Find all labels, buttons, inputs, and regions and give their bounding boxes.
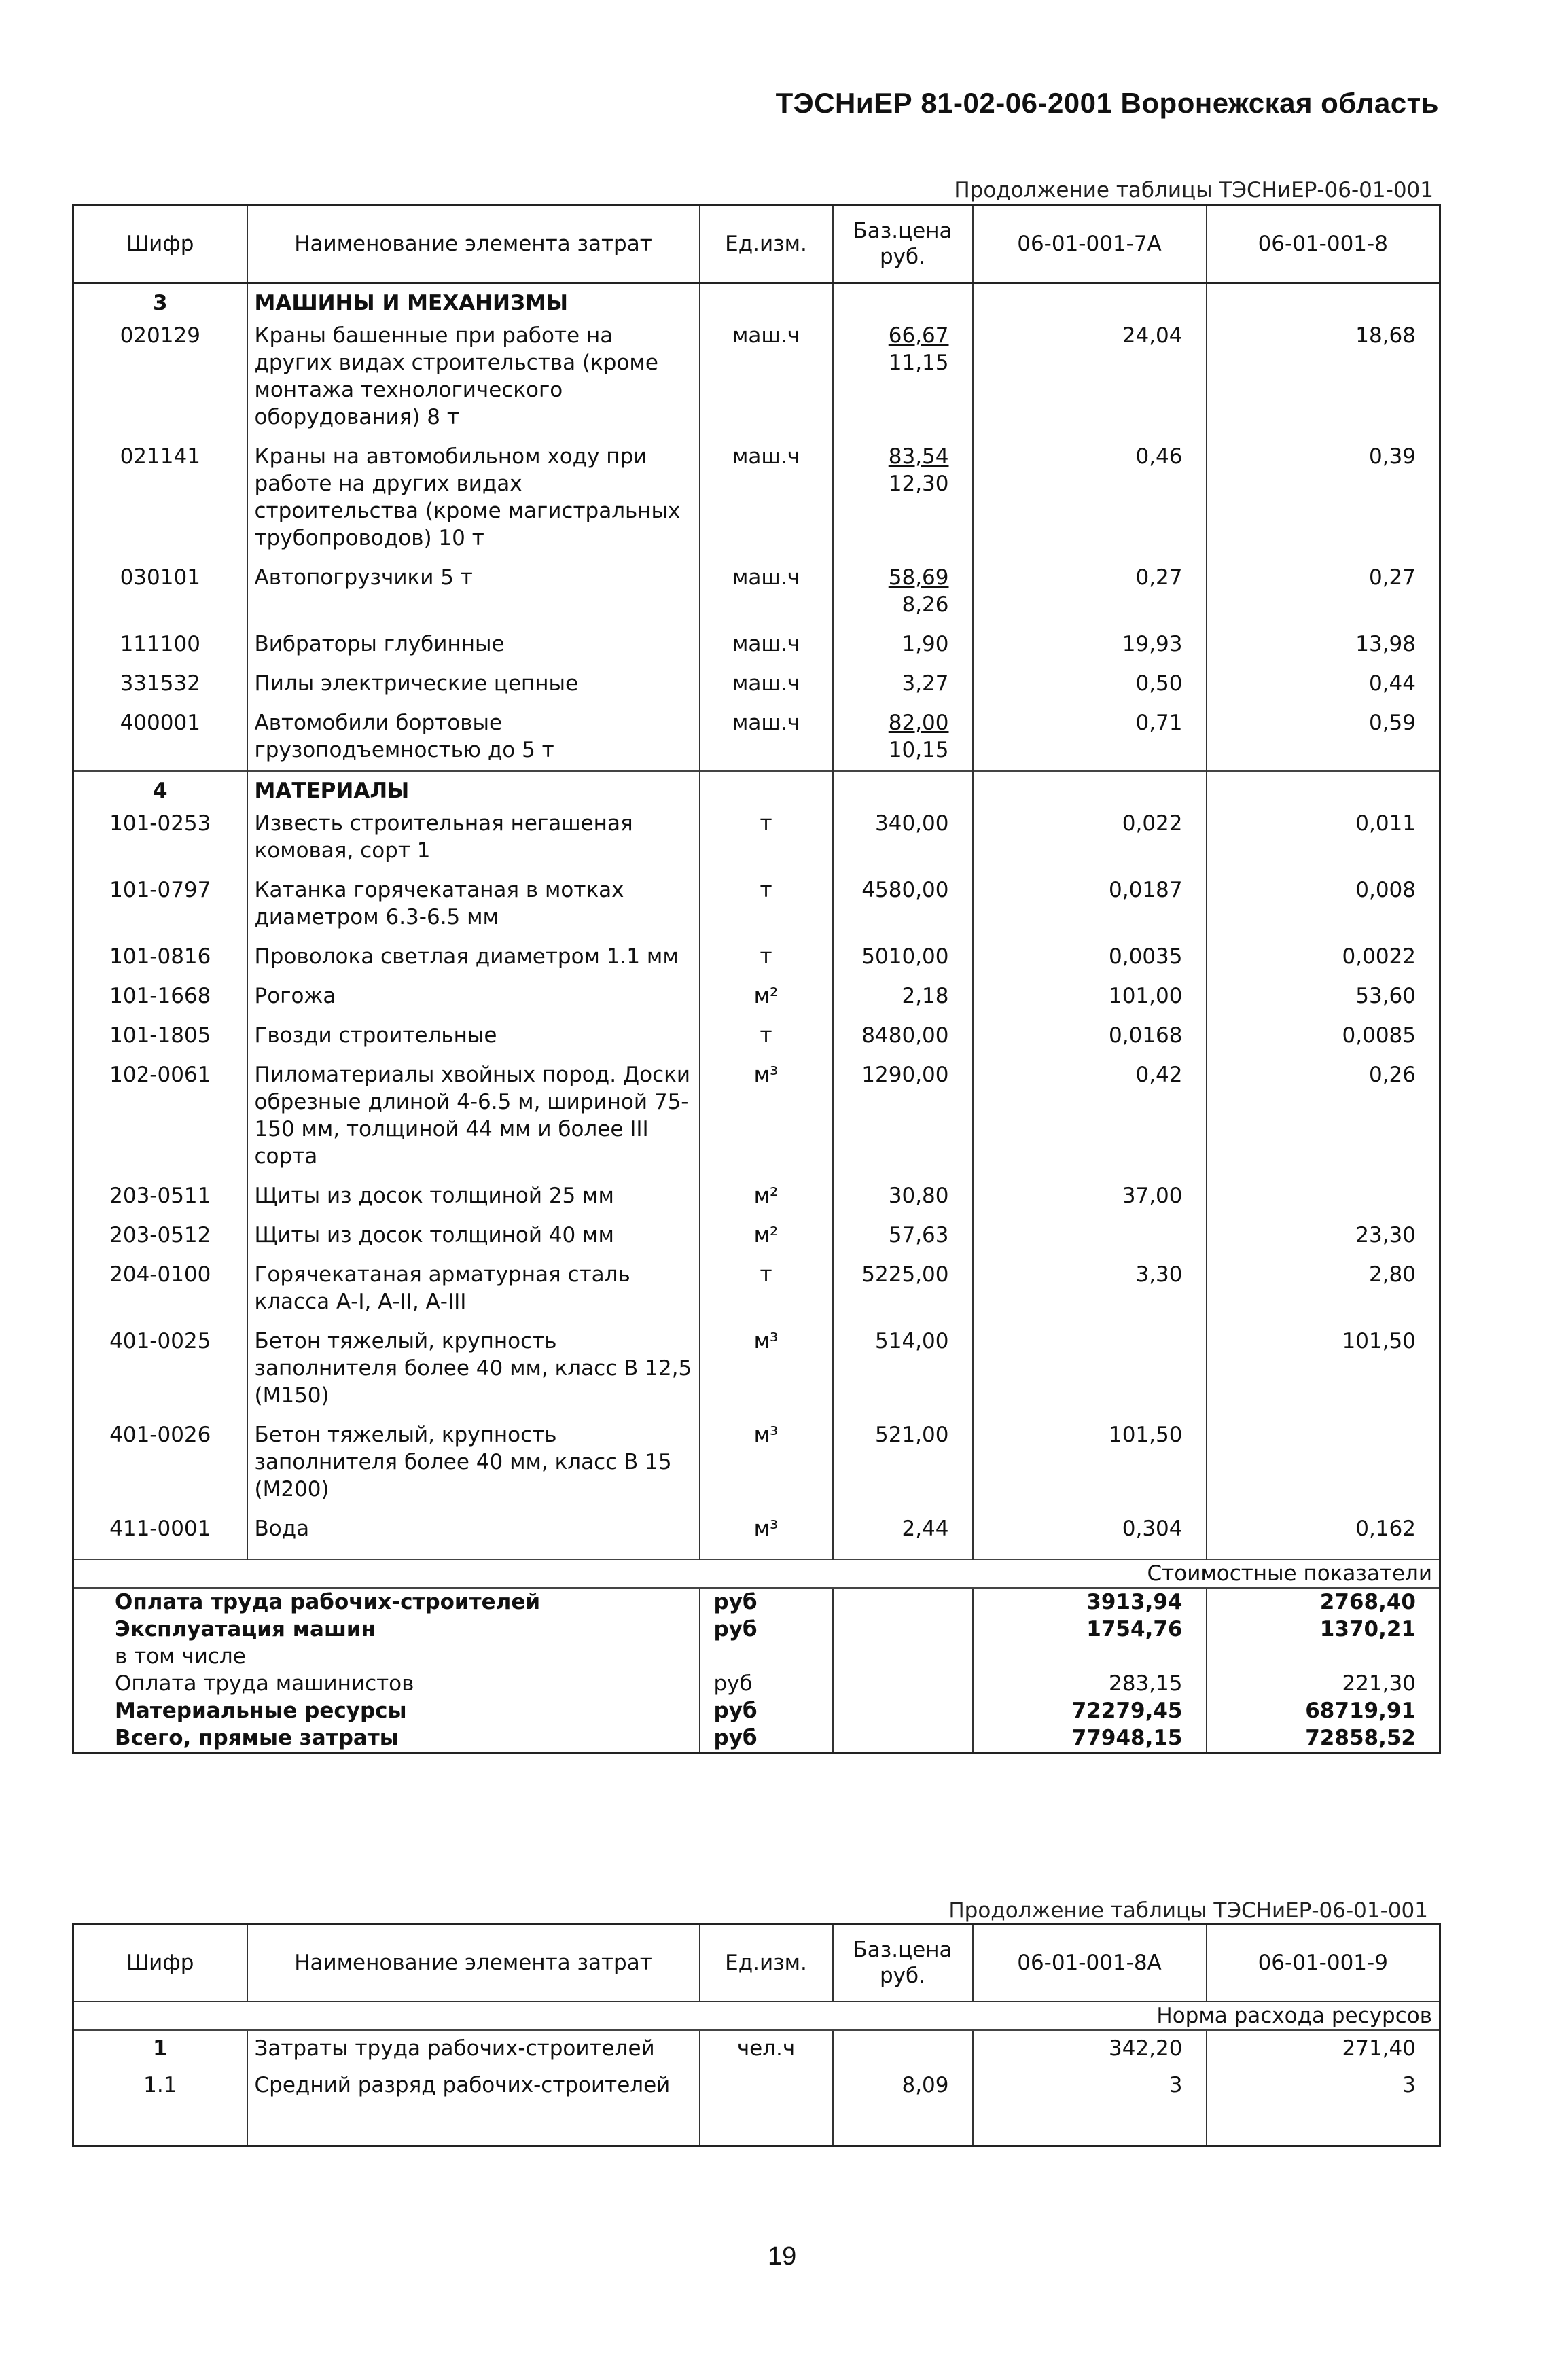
norm-value-1: 0,0168	[973, 1016, 1207, 1056]
norm-value-1: 0,42	[973, 1056, 1207, 1177]
resource-code: 101-0816	[109, 944, 211, 969]
table-row	[73, 704, 1440, 771]
resource-name: Пилы электрические цепные	[247, 664, 700, 704]
base-price-value: 4580,00	[861, 878, 949, 902]
base-price	[833, 558, 973, 625]
norm-value-2: 0,59	[1207, 704, 1440, 771]
resource-name: Краны башенные при работе на других видах строительства (кроме монтажа технологического оборудования) 8 т	[247, 317, 700, 438]
cost-value-2: 68719,91	[1207, 1697, 1440, 1724]
table-row	[73, 2068, 1440, 2104]
section-number: 3	[152, 291, 168, 315]
base-price	[833, 1016, 973, 1056]
empty-cell	[833, 771, 973, 804]
base-price	[833, 1056, 973, 1177]
norm-value-1: 0,27	[973, 558, 1207, 625]
base-price	[833, 438, 973, 558]
norm-value-1	[973, 1216, 1207, 1256]
base-price	[833, 664, 973, 704]
resource-unit: т	[700, 871, 833, 938]
cost-name: Оплата труда машинистов	[115, 1671, 414, 1696]
cost-name: Оплата труда рабочих-строителей	[115, 1590, 541, 1614]
norm-value-1: 101,00	[973, 977, 1207, 1016]
empty-cell	[700, 771, 833, 804]
page-number: 19	[768, 2242, 797, 2271]
empty-cell	[247, 2104, 700, 2146]
table-row	[73, 317, 1440, 438]
base-price-value: 5225,00	[861, 1262, 949, 1287]
norm-value-1: 19,93	[973, 625, 1207, 664]
operator-wage-value: 10,15	[888, 738, 949, 762]
cost-name: Эксплуатация машин	[115, 1617, 376, 1641]
table1-body	[73, 283, 1440, 1560]
base-price-value: 83,54	[888, 444, 949, 469]
base-price: 8,09	[833, 2068, 973, 2104]
table-row	[73, 871, 1440, 938]
table2-header-row	[73, 1924, 1440, 2002]
resource-name: Краны на автомобильном ходу при работе на других видах строительства (кроме магистральных трубопроводов) 10 т	[247, 438, 700, 558]
section-number: 4	[73, 771, 247, 804]
section-title: МАТЕРИАЛЫ	[247, 771, 700, 804]
table2-body	[73, 2002, 1440, 2146]
resource-unit	[700, 2068, 833, 2104]
col-header-code-7a: 06-01-001-7А	[973, 205, 1207, 283]
base-price	[833, 317, 973, 438]
resource-name: Гвозди строительные	[247, 1016, 700, 1056]
norm-value-1: 24,04	[973, 317, 1207, 438]
table-row	[73, 938, 1440, 977]
resource-code: 203-0511	[109, 1184, 211, 1208]
cost-row	[73, 1643, 1440, 1670]
table-row	[73, 2030, 1440, 2068]
empty-cell	[973, 283, 1207, 317]
norm-value-1: 342,20	[973, 2030, 1207, 2068]
cost-name: Материальные ресурсы	[115, 1699, 407, 1723]
section-title: МАШИНЫ И МЕХАНИЗМЫ	[247, 283, 700, 317]
base-price	[833, 625, 973, 664]
empty-cell	[833, 1588, 973, 1616]
operator-wage-value: 11,15	[888, 351, 949, 375]
norm-value-1: 0,50	[973, 664, 1207, 704]
resource-code: 021141	[120, 444, 200, 469]
table-row	[73, 1216, 1440, 1256]
base-price	[833, 977, 973, 1016]
col-header-price: Баз.цена руб.	[833, 205, 973, 283]
base-price-value: 3,27	[902, 671, 949, 696]
cost-value-2	[1207, 1643, 1440, 1670]
norm-value-2: 101,50	[1207, 1322, 1440, 1416]
resource-unit: маш.ч	[700, 438, 833, 558]
table-row	[73, 664, 1440, 704]
col-header-code: Шифр	[73, 205, 247, 283]
empty-cell	[700, 2104, 833, 2146]
empty-cell	[833, 1697, 973, 1724]
col-header-name: Наименование элемента затрат	[247, 205, 700, 283]
norm-value-1: 3	[973, 2068, 1207, 2104]
resource-unit: чел.ч	[700, 2030, 833, 2068]
table1-header-row	[73, 205, 1440, 283]
table1-cost-summary	[73, 1559, 1440, 1753]
resource-unit: маш.ч	[700, 625, 833, 664]
cost-unit	[700, 1643, 833, 1670]
norm-value-2: 0,008	[1207, 871, 1440, 938]
empty-cell	[73, 1549, 247, 1559]
resource-name: Вода	[247, 1510, 700, 1549]
table-row	[73, 1016, 1440, 1056]
base-price	[833, 871, 973, 938]
resource-table-1	[72, 204, 1441, 1754]
resource-unit: т	[700, 1256, 833, 1322]
empty-cell	[833, 1549, 973, 1559]
norm-value-2	[1207, 1177, 1440, 1216]
norm-value-2: 0,26	[1207, 1056, 1440, 1177]
base-price-value: 514,00	[875, 1329, 949, 1353]
resource-name: Щиты из досок толщиной 25 мм	[247, 1177, 700, 1216]
col-header-code-9: 06-01-001-9	[1207, 1924, 1440, 2002]
cost-unit: руб	[700, 1588, 833, 1616]
table-row	[73, 1056, 1440, 1177]
base-price	[833, 1177, 973, 1216]
base-price-value: 340,00	[875, 811, 949, 836]
empty-cell	[833, 283, 973, 317]
empty-cell	[1207, 771, 1440, 804]
resource-code: 101-1668	[109, 984, 211, 1008]
base-price	[833, 704, 973, 771]
norm-value-2: 0,44	[1207, 664, 1440, 704]
norm-value-1: 3,30	[973, 1256, 1207, 1322]
cost-value-1: 1754,76	[973, 1616, 1207, 1643]
resource-name: Затраты труда рабочих-строителей	[247, 2030, 700, 2068]
cost-value-2: 72858,52	[1207, 1724, 1440, 1753]
norm-value-1: 0,304	[973, 1510, 1207, 1549]
norm-value-2: 3	[1207, 2068, 1440, 2104]
col-header-price: Баз.цена руб.	[833, 1924, 973, 2002]
resource-unit: т	[700, 1016, 833, 1056]
resource-unit: м³	[700, 1056, 833, 1177]
resource-code: 1	[152, 2036, 168, 2061]
norm-value-2: 2,80	[1207, 1256, 1440, 1322]
cost-name: в том числе	[115, 1644, 246, 1669]
empty-cell	[700, 1549, 833, 1559]
norm-label-row	[73, 2002, 1440, 2030]
resource-name: Бетон тяжелый, крупность заполнителя более 40 мм, класс В 12,5 (М150)	[247, 1322, 700, 1416]
cost-value-1: 3913,94	[973, 1588, 1207, 1616]
col-header-unit: Ед.изм.	[700, 1924, 833, 2002]
base-price-value: 30,80	[888, 1184, 949, 1208]
resource-code: 331532	[120, 671, 200, 696]
norm-value-1	[973, 1322, 1207, 1416]
norm-value-2: 18,68	[1207, 317, 1440, 438]
table-row	[73, 1510, 1440, 1549]
base-price-value: 57,63	[888, 1223, 949, 1247]
empty-cell	[833, 1724, 973, 1753]
resource-code: 401-0025	[109, 1329, 211, 1353]
norm-value-2: 23,30	[1207, 1216, 1440, 1256]
cost-value-1: 72279,45	[973, 1697, 1207, 1724]
empty-cell	[833, 1643, 973, 1670]
empty-cell	[833, 1670, 973, 1697]
empty-cell	[973, 1549, 1207, 1559]
cost-value-1	[973, 1643, 1207, 1670]
resource-code: 204-0100	[109, 1262, 211, 1287]
empty-cell	[833, 2104, 973, 2146]
resource-name: Катанка горячекатаная в мотках диаметром 6.3-6.5 мм	[247, 871, 700, 938]
operator-wage-value: 12,30	[888, 472, 949, 496]
resource-unit: т	[700, 938, 833, 977]
empty-cell	[973, 771, 1207, 804]
norm-value-1: 0,022	[973, 804, 1207, 871]
resource-name: Рогожа	[247, 977, 700, 1016]
norm-value-2: 0,162	[1207, 1510, 1440, 1549]
empty-cell	[700, 283, 833, 317]
norm-value-2	[1207, 1416, 1440, 1510]
resource-name: Средний разряд рабочих-строителей	[247, 2068, 700, 2104]
resource-unit: маш.ч	[700, 704, 833, 771]
resource-code: 411-0001	[109, 1516, 211, 1541]
norm-value-2: 53,60	[1207, 977, 1440, 1016]
section-header-row	[73, 771, 1440, 804]
cost-unit: руб	[700, 1670, 833, 1697]
resource-code: 102-0061	[109, 1063, 211, 1087]
section-header-row	[73, 283, 1440, 317]
empty-cell	[833, 1616, 973, 1643]
empty-cell	[1207, 2104, 1440, 2146]
base-price-value: 82,00	[888, 711, 949, 735]
resource-unit: м²	[700, 1216, 833, 1256]
table-row	[73, 1256, 1440, 1322]
base-price	[833, 1256, 973, 1322]
resource-code: 101-0253	[109, 811, 211, 836]
resource-unit: м³	[700, 1416, 833, 1510]
resource-name: Пиломатериалы хвойных пород. Доски обрезные длиной 4-6.5 м, шириной 75-150 мм, толщиной 44 мм и более III сорта	[247, 1056, 700, 1177]
empty-cell	[1207, 283, 1440, 317]
resource-unit: м²	[700, 1177, 833, 1216]
spacer-row	[73, 1549, 1440, 1559]
resource-code: 203-0512	[109, 1223, 211, 1247]
base-price	[833, 938, 973, 977]
resource-unit: маш.ч	[700, 558, 833, 625]
base-price-value: 1290,00	[861, 1063, 949, 1087]
table-row	[73, 1416, 1440, 1510]
norm-value-2: 0,011	[1207, 804, 1440, 871]
resource-code: 101-0797	[109, 878, 211, 902]
cost-name: Всего, прямые затраты	[115, 1726, 399, 1750]
empty-cell	[247, 1549, 700, 1559]
empty-cell	[1207, 1549, 1440, 1559]
base-price	[833, 1216, 973, 1256]
cost-unit: руб	[700, 1616, 833, 1643]
base-price-value: 1,90	[902, 632, 949, 656]
cost-label-row	[73, 1559, 1440, 1588]
norm-value-1: 37,00	[973, 1177, 1207, 1216]
col-header-code-8: 06-01-001-8	[1207, 205, 1440, 283]
norm-value-2: 271,40	[1207, 2030, 1440, 2068]
base-price	[833, 2030, 973, 2068]
norm-value-2: 0,27	[1207, 558, 1440, 625]
base-price-value: 58,69	[888, 565, 949, 590]
table-row	[73, 977, 1440, 1016]
base-price	[833, 1416, 973, 1510]
resource-code: 030101	[120, 565, 200, 590]
resource-name: Щиты из досок толщиной 40 мм	[247, 1216, 700, 1256]
resource-table-2	[72, 1923, 1441, 2147]
cost-value-2: 1370,21	[1207, 1616, 1440, 1643]
resource-unit: маш.ч	[700, 664, 833, 704]
resource-name: Проволока светлая диаметром 1.1 мм	[247, 938, 700, 977]
norm-value-1: 0,0187	[973, 871, 1207, 938]
spacer-row	[73, 2104, 1440, 2146]
base-price-value: 521,00	[875, 1423, 949, 1447]
norm-value-1: 101,50	[973, 1416, 1207, 1510]
table-row	[73, 1177, 1440, 1216]
col-header-unit: Ед.изм.	[700, 205, 833, 283]
base-price	[833, 1322, 973, 1416]
norm-value-1: 0,0035	[973, 938, 1207, 977]
cost-value-2: 2768,40	[1207, 1588, 1440, 1616]
cost-value-1: 77948,15	[973, 1724, 1207, 1753]
table-row	[73, 625, 1440, 664]
norm-value-1: 0,71	[973, 704, 1207, 771]
cost-value-2: 221,30	[1207, 1670, 1440, 1697]
resource-unit: м³	[700, 1322, 833, 1416]
norm-value-1: 0,46	[973, 438, 1207, 558]
col-header-name: Наименование элемента затрат	[247, 1924, 700, 2002]
norm-value-2: 13,98	[1207, 625, 1440, 664]
resource-code: 401-0026	[109, 1423, 211, 1447]
operator-wage-value: 8,26	[902, 592, 949, 617]
base-price-value: 8480,00	[861, 1023, 949, 1048]
resource-unit: маш.ч	[700, 317, 833, 438]
resource-name: Горячекатаная арматурная сталь класса А-I, А-II, А-III	[247, 1256, 700, 1322]
base-price-value: 2,18	[902, 984, 949, 1008]
table1-continuation-note: Продолжение таблицы ТЭСНиЕР-06-01-001	[954, 178, 1433, 202]
cost-row	[73, 1697, 1440, 1724]
resource-code: 101-1805	[109, 1023, 211, 1048]
base-price	[833, 804, 973, 871]
empty-cell	[973, 2104, 1207, 2146]
table-row	[73, 804, 1440, 871]
norm-label: Норма расхода ресурсов	[73, 2002, 1440, 2030]
norm-value-2: 0,0085	[1207, 1016, 1440, 1056]
resource-name: Вибраторы глубинные	[247, 625, 700, 664]
cost-row	[73, 1588, 1440, 1616]
cost-unit: руб	[700, 1724, 833, 1753]
norm-value-2: 0,0022	[1207, 938, 1440, 977]
table-row	[73, 558, 1440, 625]
empty-cell	[73, 2104, 247, 2146]
cost-row	[73, 1724, 1440, 1753]
resource-name: Известь строительная негашеная комовая, сорт 1	[247, 804, 700, 871]
resource-name: Автомобили бортовые грузоподъемностью до 5 т	[247, 704, 700, 771]
resource-name: Бетон тяжелый, крупность заполнителя более 40 мм, класс В 15 (М200)	[247, 1416, 700, 1510]
cost-indicators-label: Стоимостные показатели	[73, 1559, 1440, 1588]
norm-value-2: 0,39	[1207, 438, 1440, 558]
base-price	[833, 1510, 973, 1549]
table-row	[73, 1322, 1440, 1416]
cost-unit: руб	[700, 1697, 833, 1724]
base-price-value: 66,67	[888, 323, 949, 348]
resource-code: 111100	[120, 632, 200, 656]
resource-code: 400001	[120, 711, 200, 735]
resource-unit: м²	[700, 977, 833, 1016]
document-header: ТЭСНиЕР 81-02-06-2001 Воронежская область	[775, 87, 1439, 119]
resource-unit: т	[700, 804, 833, 871]
cost-row	[73, 1616, 1440, 1643]
base-price-value: 5010,00	[861, 944, 949, 969]
resource-code: 020129	[120, 323, 200, 348]
base-price-value: 2,44	[902, 1516, 949, 1541]
col-header-code-8a: 06-01-001-8А	[973, 1924, 1207, 2002]
col-header-code: Шифр	[73, 1924, 247, 2002]
cost-row	[73, 1670, 1440, 1697]
resource-code: 1.1	[143, 2073, 177, 2097]
resource-unit: м³	[700, 1510, 833, 1549]
table2-continuation-note: Продолжение таблицы ТЭСНиЕР-06-01-001	[948, 1898, 1428, 1923]
cost-value-1: 283,15	[973, 1670, 1207, 1697]
resource-name: Автопогрузчики 5 т	[247, 558, 700, 625]
table-row	[73, 438, 1440, 558]
